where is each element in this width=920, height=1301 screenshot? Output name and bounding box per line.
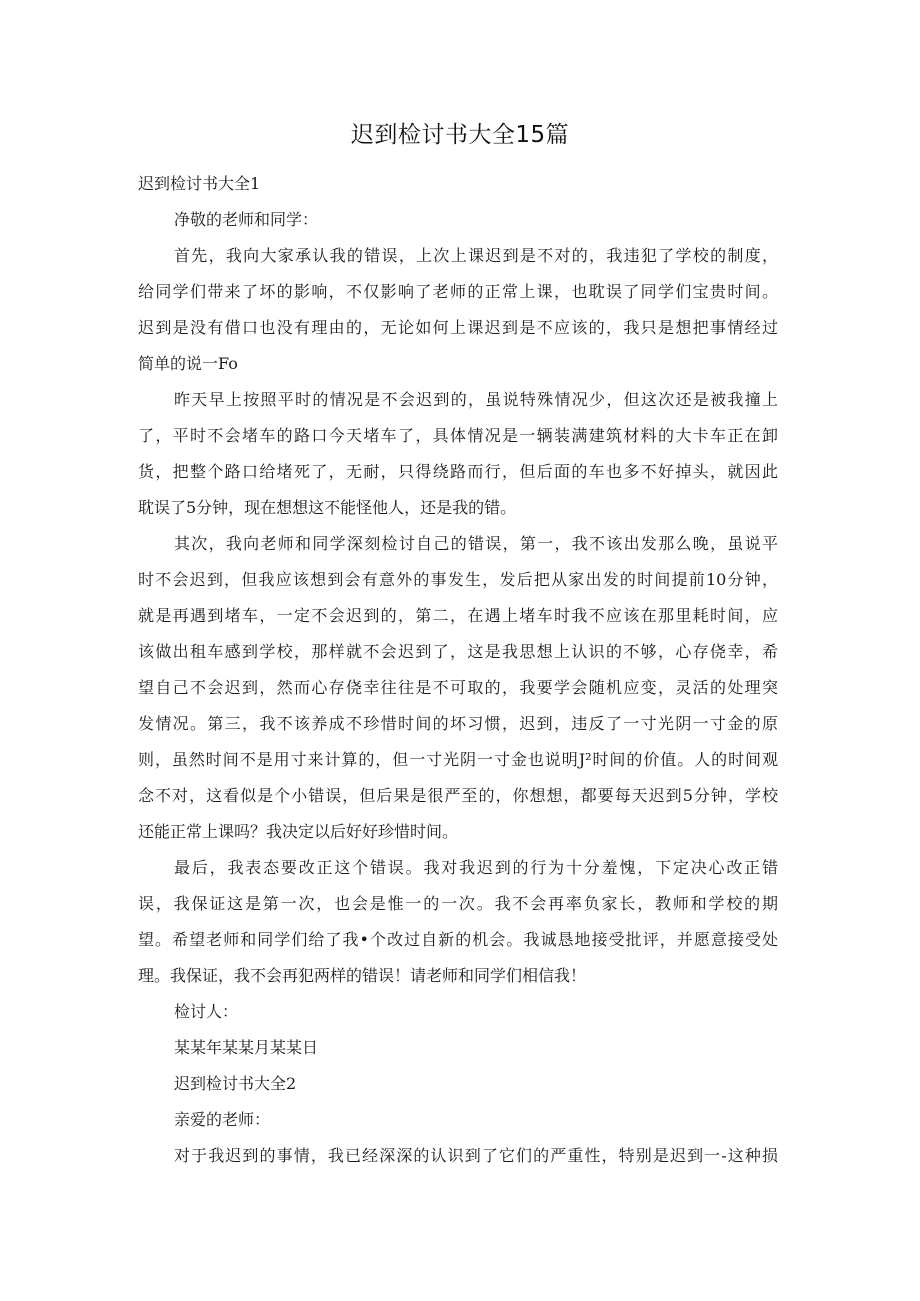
- paragraph-line: 简单的说一Fo: [138, 354, 238, 373]
- paragraph-line: 该做出租车感到学校，那样就不会迟到了，这是我思想上认识的不够，心存侥幸，希: [138, 642, 778, 661]
- paragraph-line: 给同学们带来了坏的影响，不仅影响了老师的正常上课，也耽误了同学们宝贵时间。: [138, 282, 778, 301]
- paragraph-line: 误，我保证这是第一次，也会是惟一的一次。我不会再率负家长，教师和学校的期: [138, 894, 778, 913]
- paragraph-line: 对于我迟到的事情，我已经深深的认识到了它们的严重性，特别是迟到一-这种损: [174, 1146, 778, 1165]
- salutation: 净敬的老师和同学：: [174, 210, 319, 229]
- section-heading: 迟到检讨书大全1: [138, 174, 261, 193]
- paragraph-line: 昨天早上按照平时的情况是不会迟到的，虽说特殊情况少，但这次还是被我撞上: [174, 390, 778, 409]
- paragraph-line: 发情况。第三，我不该养成不珍惜时间的坏习惯，迟到，违反了一寸光阴一寸金的原: [138, 714, 778, 733]
- paragraph-line: 其次，我向老师和同学深刻检讨自己的错误，第一，我不该出发那么晚，虽说平: [174, 534, 778, 553]
- paragraph-line: 耽误了5分钟，现在想想这不能怪他人，还是我的错。: [138, 498, 517, 517]
- paragraph-line: 了，平时不会堵车的路口今天堵车了，具体情况是一辆装满建筑材料的大卡车正在卸: [138, 426, 778, 445]
- paragraph-line: 理。我保证，我不会再犯两样的错误！请老师和同学们相信我！: [138, 966, 587, 985]
- paragraph-line: 望自己不会迟到，然而心存侥幸往往是不可取的，我要学会随机应变，灵活的处理突: [138, 678, 778, 697]
- signature-label: 检讨人：: [174, 1002, 239, 1021]
- salutation: 亲爱的老师：: [174, 1110, 271, 1129]
- paragraph-line: 首先，我向大家承认我的错误，上次上课迟到是不对的，我违犯了学校的制度，: [174, 246, 778, 265]
- document-body: [138, 166, 778, 1174]
- paragraph-line: 最后，我表态要改正这个错误。我对我迟到的行为十分羞愧，下定决心改正错: [174, 858, 778, 877]
- section-heading: 迟到检讨书大全2: [174, 1074, 297, 1093]
- paragraph-line: 则，虽然时间不是用寸来计算的，但一寸光阴一寸金也说明J²时间的价值。人的时间观: [138, 750, 778, 769]
- signature-date: 某某年某某月某某日: [174, 1038, 319, 1057]
- paragraph-line: 还能正常上课吗？我决定以后好好珍惜时间。: [138, 822, 459, 841]
- paragraph-line: 就是再遇到堵车，一定不会迟到的，第二，在遇上堵车时我不应该在那里耗时间，应: [138, 606, 778, 625]
- paragraph-line: 望。希望老师和同学们给了我•个改过自新的机会。我诚恳地接受批评，并愿意接受处: [138, 930, 778, 949]
- paragraph-line: 迟到是没有借口也没有理由的，无论如何上课迟到是不应该的，我只是想把事情经过: [138, 318, 778, 337]
- paragraph-line: 念不对，这看似是个小错误，但后果是很严至的，你想想，都要每天迟到5分钟，学校: [138, 786, 778, 805]
- paragraph-line: 货，把整个路口给堵死了，无耐，只得绕路而行，但后面的车也多不好掉头，就因此: [138, 462, 778, 481]
- paragraph-line: 时不会迟到，但我应该想到会有意外的事发生，发后把从家出发的时间提前10分钟，: [138, 570, 778, 589]
- document-title: 迟到检讨书大全15篇: [350, 122, 570, 148]
